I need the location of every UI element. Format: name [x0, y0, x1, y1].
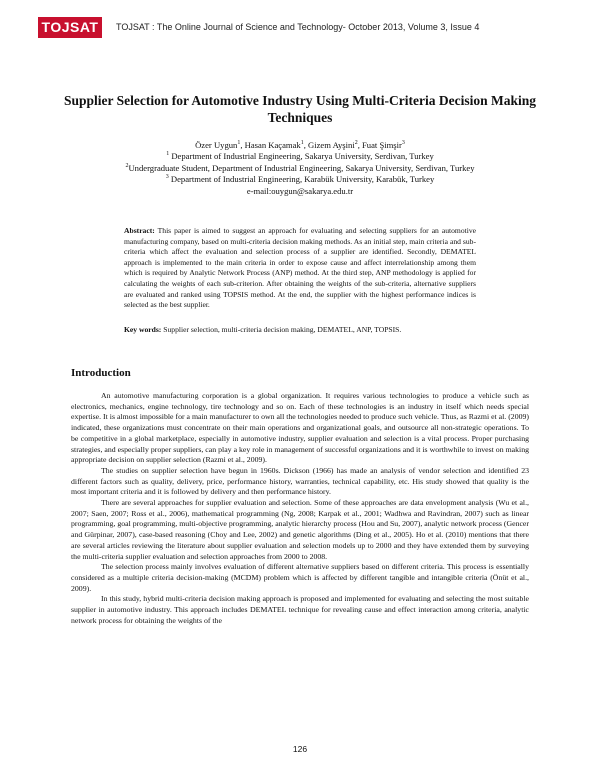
abstract	[124, 226, 476, 311]
paragraph: The selection process mainly involves evaluation of different alternative suppliers based on different criteria. This process is essentially considered as a multiple criteria decision-making (MCDM) problem which is affected by different tangible and intangible criteria (Önüt et al., 2009).	[71, 562, 529, 593]
affiliation-number: 1	[166, 151, 170, 158]
abstract-label: Abstract:	[124, 226, 155, 235]
paragraph: An automotive manufacturing corporation is a global organization. It requires various technologies to produce a vehicle such as electronics, mechanics, engine technology, tire technology and so on. Each of these technologies is an industry in itself which needs special expertise. It is almost impossible for a main manufacturer to own all the technologies needed to produce such vehicle. Thus, as Razmi et al. (2009) indicated, these organizations must concentrate on their main operations and organizational goals, and outsource all non-strategic operations. To be competitive in a global marketplace, especially in automotive industry, supplier evaluation and selection is a vital process. Proper purchasing strategies, and especially proper suppliers, can play a key role in management of successful organizations and it is worthwhile to invest on making appropriate decision on supplier selection (Razmi et al., 2009).	[71, 391, 529, 465]
author-email: e-mail:ouygun@sakarya.edu.tr	[246, 185, 354, 196]
keywords	[124, 325, 476, 336]
author-affiliation-marker: 3	[401, 140, 405, 147]
author-affiliation-marker: 1	[300, 140, 304, 147]
abstract-text: This paper is aimed to suggest an approach for evaluating and selecting suppliers for an automotive manufacturing company, based on multi-criteria decision making methods. As an initial step, main criteria and sub-criteria which affect the evaluation and selection process of a supplier are identified. Secondly, DEMATEL approach is implemented to the main criteria in order to expose cause and affect interrelationship among them which is required by Analytic Network Process (ANP) method. At the third step, ANP methodology is applied for calculating the weights of each sub-criterion. After obtaining the weights of the sub-criteria, alternative suppliers are evaluated and ranked using TOPSIS method. At the end, the supplier with the highest performance indices is selected as the best supplier.	[124, 226, 476, 310]
paragraph: There are several approaches for supplier evaluation and selection. Some of these approaches are data envelopment analysis (Wu et al., 2007; Saen, 2007; Ross et al., 2006), mathematical programming (Ng, 2008; Karpak et al., 2001; Wadhwa and Ravindran, 2007) such as linear programming, goal programming, multi-objective programming, analytic hierarchy process (Hou and Su, 2007), analytic network process (Gencer and Gürpinar, 2007), case-based reasoning (Choy and Lee, 2002) and genetic algorithms (Ding et al., 2005). Ho et al. (2010) mentions that there are several articles reviewing the literature about supplier evaluation and selection models up to 2000 and they have extended them by surveying the multi-criteria supplier evaluation and selection approaches from 2000 to 2008.	[71, 498, 529, 561]
affiliation-text: Department of Industrial Engineering, Sakarya University, Serdivan, Turkey	[171, 151, 434, 162]
author-affiliation-marker: 2	[354, 140, 358, 147]
keywords-label: Key words:	[124, 325, 162, 334]
author-list: Özer Uygun$^1$, Hasan Kaçamak$^1$, Gizem Ayşini$^2$, Fuat Şimşir$^3$	[195, 140, 405, 150]
paper-title: Supplier Selection for Automotive Industry Using Multi-Criteria Decision Making Techniques	[64, 93, 536, 125]
keywords-text: Supplier selection, multi-criteria decision making, DEMATEL, ANP, TOPSIS.	[163, 325, 402, 334]
page-number: 126	[292, 744, 308, 754]
journal-logo: TOJSAT	[38, 17, 102, 38]
affiliation-number: 3	[165, 174, 169, 181]
introduction-body	[71, 391, 529, 626]
section-heading-introduction: Introduction	[71, 367, 131, 379]
author-name: Gizem Ayşini	[308, 140, 355, 150]
author-block	[60, 140, 540, 197]
affiliation-text: Department of Industrial Engineering, Karabük University, Karabük, Turkey	[170, 174, 435, 185]
author-name: Fuat Şimşir	[362, 140, 402, 150]
author-affiliation-marker: 1	[237, 140, 241, 147]
author-name: Hasan Kaçamak	[244, 140, 301, 150]
author-name: Özer Uygun	[195, 140, 238, 150]
paragraph: In this study, hybrid multi-criteria decision making approach is proposed and implemented for evaluating and selecting the most suitable supplier in automotive industry. This approach includes DEMATEL technique for revealing cause and effect interaction among criteria, analytic network process for obtaining the weights of the	[71, 594, 529, 625]
running-header: TOJSAT : The Online Journal of Science and Technology- October 2013, Volume 3, Issue 4	[116, 22, 480, 32]
affiliation-line	[60, 151, 540, 162]
affiliation-line	[60, 163, 540, 174]
affiliation-text: Undergraduate Student, Department of Industrial Engineering, Sakarya University, Serdivan, Turkey	[128, 162, 475, 173]
paragraph: The studies on supplier selection have begun in 1960s. Dickson (1966) has made an analysis of vendor selection and identified 23 different factors such as quality, delivery, price, performance history, warranties, technical capability, etc. His study showed that quality is the most important criteria and it is followed by delivery and then performance history.	[71, 465, 529, 497]
affiliation-line	[60, 174, 540, 185]
affiliation-number: 2	[125, 162, 129, 169]
